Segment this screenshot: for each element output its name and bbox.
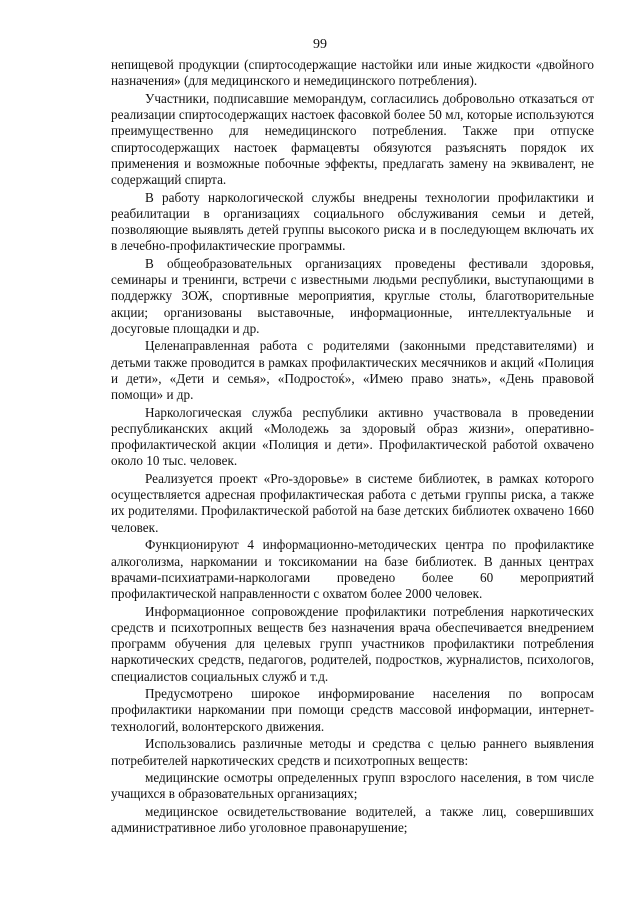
- paragraph-schools: В общеобразовательных организациях проведены фестивали здоровья, семинары и тренинги, встречи с известными людьми республики, выступающими в поддержку ЗОЖ, спортивные мероприятия, круглые столы, благотворительные акции; организованы выставочные, информационные, интеллектуальные и досуговые площадки и др.: [111, 255, 594, 336]
- paragraph-mass-media: Предусмотрено широкое информирование населения по вопросам профилактики наркомании при помощи средств массовой информации, интернет-технологий, волонтерского движения.: [111, 686, 594, 734]
- paragraph-info-centers: Функционируют 4 информационно-методических центра по профилактике алкоголизма, наркомании и токсикомании на базе библиотек. В данных центрах врачами-психиатрами-наркологами проведено более 60 мероприятий профилактической направленности с охватом более 2000 человек.: [111, 537, 594, 601]
- paragraph-narcology-service: В работу наркологической службы внедрены технологии профилактики и реабилитации в организациях социального обслуживания семьи и детей, позволяющие выявлять детей группы высокого риска и в последующем включать их в лечебно-профилактические программы.: [111, 189, 594, 254]
- paragraph-info-support: Информационное сопровождение профилактики потребления наркотических средств и психотропных веществ без назначения врача обеспечивается внедрением программ обучения для целевых групп участников профилактики потребления наркотических средств, педагогов, родителей, подростков, журналистов, психологов, специалистов социальных служб и т.д.: [111, 603, 594, 684]
- paragraph-memorandum: Участники, подписавшие меморандум, согласились добровольно отказаться от реализации спиртосодержащих настоек фасовкой более 50 мл, которые используются преимущественно для немедицинского потребления. Также при отпуске спиртосодержащих настоек фармацевты обязуются разъяснять порядок их применения и возможные побочные эффекты, предлагать замену на эквивалент, не содержащий спирта.: [111, 90, 594, 187]
- paragraph-parents: Целенаправленная работа с родителями (законными представителями) и детьми также проводится в рамках профилактических месячников и акций «Полиция и дети», «Дети и семья», «Подростоќ», «Имею право знать», «День правовой помощи» и др.: [111, 338, 594, 403]
- paragraph-methods: Использовались различные методы и средства с целью раннего выявления потребителей наркотических средств и психотропных веществ:: [111, 736, 594, 768]
- paragraph-campaigns: Наркологическая служба республики активно участвовала в проведении республиканских акций «Молодежь за здоровый образ жизни», оперативно-профилактической акции «Полиция и дети». Профилактической работой охвачено около 10 тыс. человек.: [111, 404, 594, 469]
- page-number: 99: [313, 37, 327, 52]
- body-text: [111, 57, 594, 838]
- paragraph-continued: непищевой продукции (спиртосодержащие настойки или иные жидкости «двойного назначения» (для медицинского и немедицинского потребления).: [111, 57, 594, 89]
- paragraph-medical-exams: медицинские осмотры определенных групп взрослого населения, в том числе учащихся в образовательных организациях;: [111, 770, 594, 802]
- paragraph-driver-examination: медицинское освидетельствование водителей, а также лиц, совершивших административное либо уголовное правонарушение;: [111, 804, 594, 836]
- paragraph-libraries-project: Реализуется проект «Pro-здоровье» в системе библиотек, в рамках которого осуществляется адресная профилактическая работа с детьми группы риска, а также их родителями. Профилактической работой на базе детских библиотек охвачено 1660 человек.: [111, 471, 594, 535]
